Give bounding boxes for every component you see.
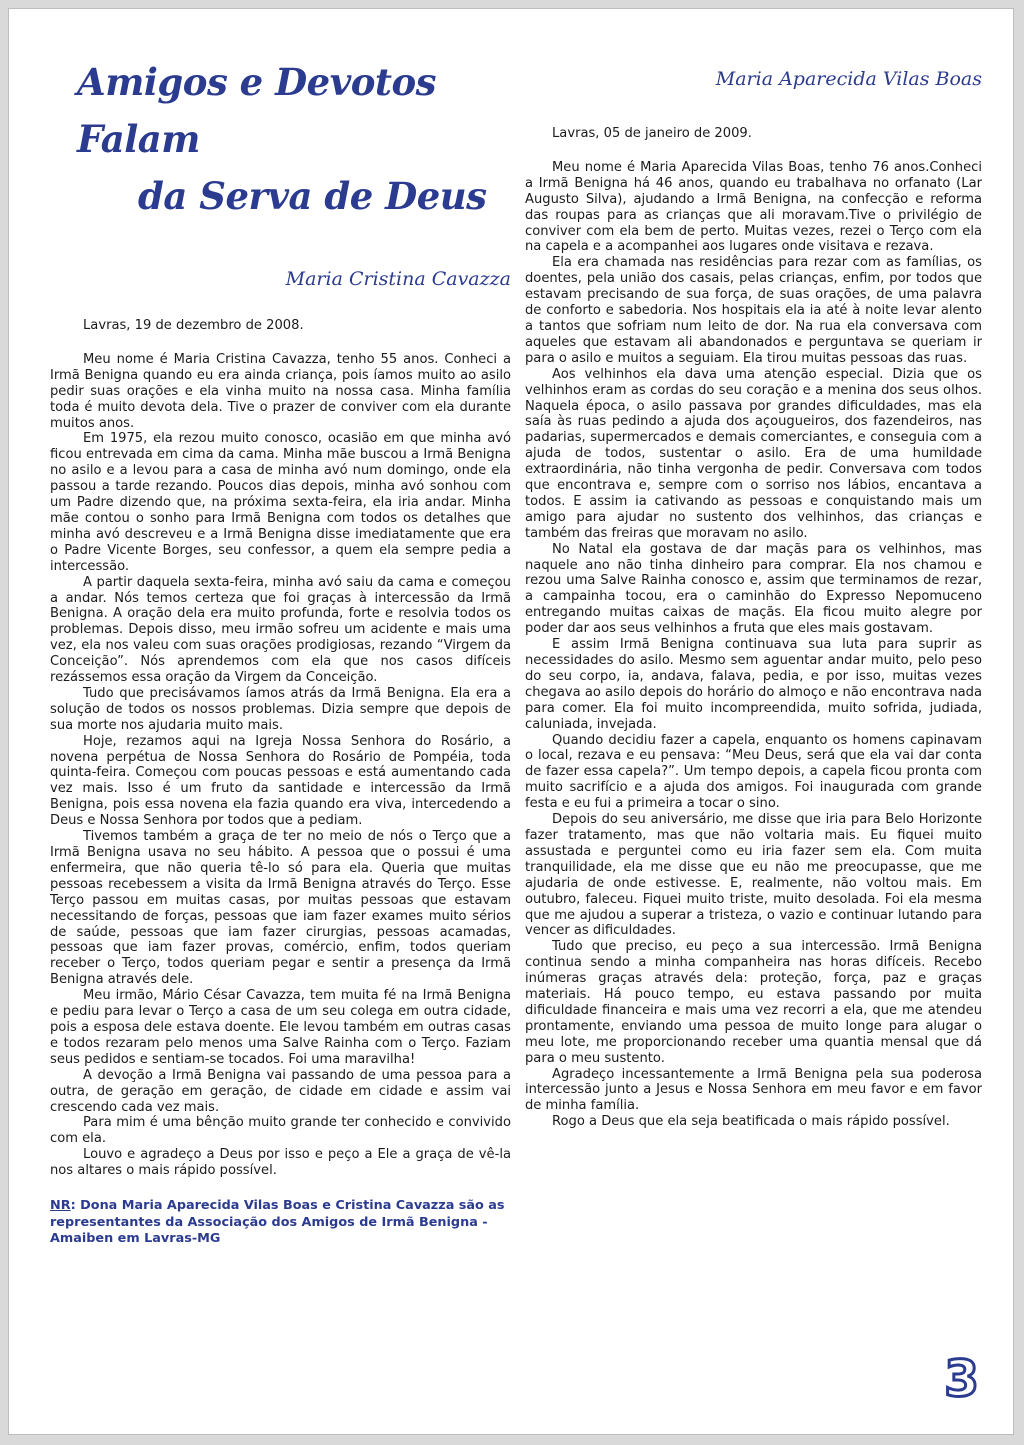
paragraph: Meu nome é Maria Aparecida Vilas Boas, tenho 76 anos.Conheci a Irmã Benigna há 46 anos, quando eu trabalhava no orfanato (Lar Augusto Silva), ajudando a Irmã Benigna, na confecção e reforma das roupas para as crianças que ali moravam.Tive o privilégio de conviver com ela bem de perto. Muitas vezes, rezei o Terço com ela na capela e a acompanhei aos lugares onde visitava e rezava.: [525, 159, 982, 255]
paragraph: Rogo a Deus que ela seja beatificada o mais rápido possível.: [552, 1114, 950, 1130]
note-text: : Dona Maria Aparecida Vilas Boas e Cristina Cavazza são as representantes da Associação dos Amigos de Irmã Benigna - Amaiben em Lavras-MG: [50, 1198, 505, 1247]
author-cristina: Maria Cristina Cavazza: [285, 268, 511, 290]
paragraph: A devoção a Irmã Benigna vai passando de uma pessoa para a outra, de geração em geração, de cidade em cidade e assim vai crescendo cada vez mais.: [50, 1067, 511, 1115]
paragraph: Para mim é uma bênção muito grande ter conhecido e convivido com ela.: [50, 1115, 511, 1147]
paragraph: Louvo e agradeço a Deus por isso e peço a Ele a graça de vê-la nos altares o mais rápido possível.: [50, 1147, 511, 1179]
page-title: [50, 54, 511, 225]
right-column: [525, 64, 982, 1130]
paragraph: Hoje, rezamos aqui na Igreja Nossa Senhora do Rosário, a novena perpétua de Nossa Senhora do Rosário de Pompéia, toda quinta-feira. Começou com poucas pessoas e está aumentando cada vez mais. Isso é um fruto da santidade e intercessão da Irmã Benigna, pois essa novena ela fazia quando era viva, intercedendo a Deus e Nossa Senhora por todos que a pediam.: [50, 733, 511, 829]
note-label: NR: [50, 1198, 71, 1214]
page-number: 3: [944, 1350, 979, 1408]
paragraph: Depois do seu aniversário, me disse que iria para Belo Horizonte fazer tratamento, mas que não voltaria mais. Eu fiquei muito assustada e perguntei como eu iria fazer sem ela. Com muita tranquilidade, ela me disse que eu não me preocupasse, que me ajudaria de onde estivesse. E, realmente, não voltou mais. Em outubro, faleceu. Fiquei muito triste, muito desolada. Foi ela mesma que me ajudou a superar a tristeza, o vazio e continuar lutando para vencer as dificuldades.: [525, 812, 982, 939]
paragraph: Ela era chamada nas residências para rezar com as famílias, os doentes, pela união dos casais, pelas crianças, enfim, por todos que estavam precisando de sua força, de suas orações, de uma palavra de conforto e sabedoria. Nos hospitais ela ia até à noite levar alento a tantos que sofriam num leito de dor. Na rua ela conversava com aqueles que estavam ali abandonados e perguntava se queriam ir para o asilo e muitos a seguiam. Ela tirou muitas pessoas das ruas.: [525, 255, 982, 366]
paragraph: Tudo que preciso, eu peço a sua intercessão. Irmã Benigna continua sendo a minha companheira nas horas difíceis. Recebo inúmeras graças através dela: proteção, força, paz e graças materiais. Há pouco tempo, eu estava passando por muita dificuldade financeira e mais uma vez recorri a ela, que me atendeu prontamente, enviando uma pessoa de muito longe para alugar o meu lote, me proporcionando receber uma quantia mensal que dá para o meu sustento.: [525, 939, 982, 1066]
paragraph: Agradeço incessantemente a Irmã Benigna pela sua poderosa intercessão junto a Jesus e Nossa Senhora em meu favor e em favor de minha família.: [525, 1066, 982, 1114]
paragraph: E assim Irmã Benigna continuava sua luta para suprir as necessidades do asilo. Mesmo sem aguentar andar muito, pelo peso do seu corpo, ia, andava, falava, pedia, e por isso, muitas vezes chegava ao asilo depois do horário do almoço e não encontrava nada para comer. Ela foi muito incompreendida, muito sofrida, judiada, caluniada, invejada.: [525, 637, 983, 732]
paragraph: No Natal ela gostava de dar maçãs para os velhinhos, mas naquele ano não tinha dinheiro para comprar. Ela nos chamou e rezou uma Salve Rainha conosco e, assim que terminamos de rezar, a campainha tocou, era o caminhão do Expresso Nepomuceno entregando muitas caixas de maçãs. Ela ficou muito alegre por poder dar aos seus velhinhos a fruta que eles mais gostavam.: [525, 541, 982, 637]
paragraph: Meu irmão, Mário César Cavazza, tem muita fé na Irmã Benigna e pediu para levar o Terço a casa de um seu colega em outra cidade, pois a esposa dele estava doente. Ele levou também em outras casas e todos rezaram pelo menos uma Salve Rainha com o Terço. Faziam seus pedidos e sentiam-se tocados. Foi uma maravilha!: [50, 988, 511, 1067]
author-aparecida: Maria Aparecida Vilas Boas: [715, 68, 982, 90]
paragraph: Quando decidiu fazer a capela, enquanto os homens capinavam o local, rezava e eu pensava: “Meu Deus, será que ela vai dar conta de fazer essa capela?”. Um tempo depois, a capela ficou pronta com muito sacrifício e a ajuda dos amigos. Foi inaugurada com grande festa e eu fui a primeira a tocar o sino.: [525, 732, 982, 812]
letter-date-right: Lavras, 05 de janeiro de 2009.: [552, 126, 752, 141]
paragraph: Meu nome é Maria Cristina Cavazza, tenho 55 anos. Conheci a Irmã Benigna quando eu era ainda criança, pois íamos muito ao asilo pedir suas orações e ela vinha muito na nossa casa. Minha família toda é muito devota dela. Tive o prazer de conviver com ela durante muitos anos.: [50, 351, 511, 431]
paragraph: Aos velhinhos ela dava uma atenção especial. Dizia que os velhinhos eram as cordas do seu coração e a menina dos seus olhos. Naquela época, o asilo passava por grandes dificuldades, mas ela saía às ruas pedindo a ajuda dos açougueiros, dos fazendeiros, nas padarias, supermercados e demais comerciantes, e conseguia com a ajuda de todos, sustentar o asilo. Era de uma humildade extraordinária, não tinha vergonha de pedir. Conversava com todos que encontrava e, sempre com o sorriso nos lábios, encantava a todos. E assim ia cativando as pessoas e conquistando mais um amigo para ajudar no sustento dos velhinhos, das crianças e também das freiras que moravam no asilo.: [525, 366, 982, 541]
magazine-page: [8, 8, 1014, 1435]
paragraph: Em 1975, ela rezou muito conosco, ocasião em que minha avó ficou entrevada em cima da cama. Minha mãe buscou a Irmã Benigna no asilo e a levou para a casa de minha avó num domingo, onde ela passou a tarde rezando. Poucos dias depois, minha avó sonhou com um Padre dizendo que, na próxima sexta-feira, ela iria andar. Minha mãe contou o sonho para Irmã Benigna com todos os detalhes que minha avó descreveu e a Irmã Benigna disse imediatamente que era o Padre Vicente Borges, seu confessor, a quem ela sempre pedia a intercessão.: [50, 431, 511, 574]
editor-note: [50, 1198, 511, 1248]
letter-date-left: Lavras, 19 de dezembro de 2008.: [83, 318, 304, 333]
title-line-1: Amigos e Devotos Falam: [77, 60, 437, 161]
paragraph: Tudo que precisávamos íamos atrás da Irmã Benigna. Ela era a solução de todos os nossos problemas. Dizia sempre que depois de sua morte nos ajudaria muito mais.: [50, 685, 511, 733]
paragraph: A partir daquela sexta-feira, minha avó saiu da cama e começou a andar. Nós temos certeza que foi graças à intercessão da Irmã Benigna. A oração dela era muito profunda, forte e resolvia todos os problemas. Depois disso, meu irmão sofreu um acidente e mais uma vez, ela nos valeu com suas orações prodigiosas, rezando “Virgem da Conceição”. Nós aprendemos com ela que nos casos difíceis rezássemos essa oração da Virgem da Conceição.: [50, 574, 511, 686]
paragraph: Tivemos também a graça de ter no meio de nós o Terço que a Irmã Benigna usava no seu hábito. A pessoa que o possui é uma enfermeira, que não queria tê-lo só para ela. Queria que muitas pessoas recebessem a visita da Irmã Benigna através do Terço. Esse Terço passou em muitas casas, por muitas pessoas que estavam necessitando de forças, pessoas que iam fazer exames muito sérios de saúde, pessoas que iam fazer cirurgias, pessoas acamadas, pessoas que iam fazer provas, comércio, enfim, todos queriam receber o Terço, todos queriam pegar e sentir a presença da Irmã Benigna através dele.: [50, 829, 511, 988]
left-column: [50, 54, 511, 1248]
title-line-2: da Serva de Deus: [138, 174, 487, 218]
